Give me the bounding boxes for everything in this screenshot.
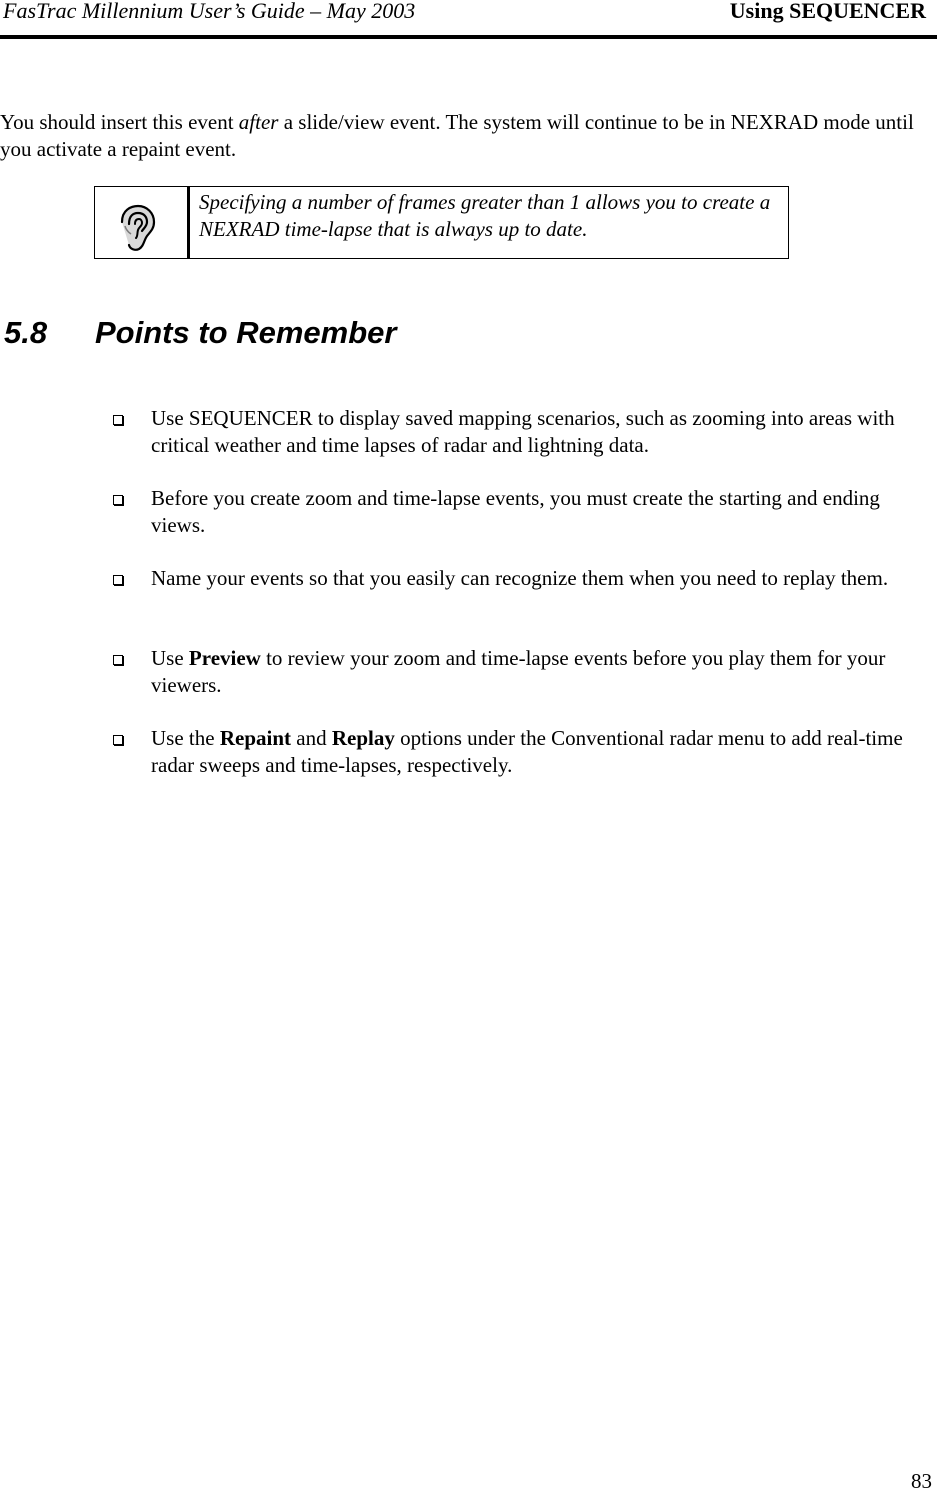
checkbox-bullet-icon: [113, 415, 123, 425]
replay-term: Replay: [331, 726, 395, 750]
list-item-text: Use SEQUENCER to display saved mapping scenarios, such as zooming into areas with critical weather and time lapses of radar and lightning data.: [151, 406, 895, 457]
list-item: [0, 405, 937, 485]
section-heading: [4, 315, 396, 351]
checkbox-bullet-icon: [113, 655, 123, 665]
checkbox-bullet-icon: [113, 735, 123, 745]
list-item: [0, 565, 937, 645]
section-number: 5.8: [4, 315, 48, 350]
text-segment: Use: [151, 646, 189, 670]
intro-paragraph: [0, 109, 937, 163]
intro-emphasis: after: [238, 110, 279, 134]
chapter-title: Using SEQUENCER: [729, 0, 926, 23]
document-title: FasTrac Millennium User’s Guide – May 2003: [3, 0, 416, 23]
list-item-text: [151, 645, 937, 699]
repaint-term: Repaint: [219, 726, 292, 750]
text-segment: Use the: [151, 726, 220, 750]
note-icon-cell: [95, 187, 190, 258]
list-item-text: Name your events so that you easily can recognize them when you need to replay them.: [151, 566, 889, 590]
preview-term: Preview: [188, 646, 261, 670]
list-item: [0, 725, 937, 805]
list-item-text: [151, 725, 937, 779]
list-item: [0, 645, 937, 725]
intro-text-before: You should insert this event: [0, 110, 239, 134]
page-header: [0, 0, 937, 40]
checkbox-bullet-icon: [113, 575, 123, 585]
list-item: [0, 485, 937, 565]
note-text: Specifying a number of frames greater than 1 allows you to create a NEXRAD time-lapse that is always up to date.: [199, 190, 771, 241]
points-list: [0, 405, 937, 805]
checkbox-bullet-icon: [113, 495, 123, 505]
page-number: 83: [911, 1469, 932, 1493]
text-segment: options under the Conventional radar menu to add real-time radar sweeps and time-lapses, respectively.: [151, 726, 903, 777]
section-title: Points to Remember: [95, 315, 397, 350]
intro-text-after: a slide/view event. The system will continue to be in NEXRAD mode until you activate a repaint event.: [0, 110, 914, 161]
list-item-text: Before you create zoom and time-lapse events, you must create the starting and ending views.: [151, 486, 880, 537]
header-divider: [0, 35, 937, 39]
text-segment: and: [291, 726, 332, 750]
note-box: [94, 186, 789, 259]
text-segment: to review your zoom and time-lapse events before you play them for your viewers.: [151, 646, 886, 697]
